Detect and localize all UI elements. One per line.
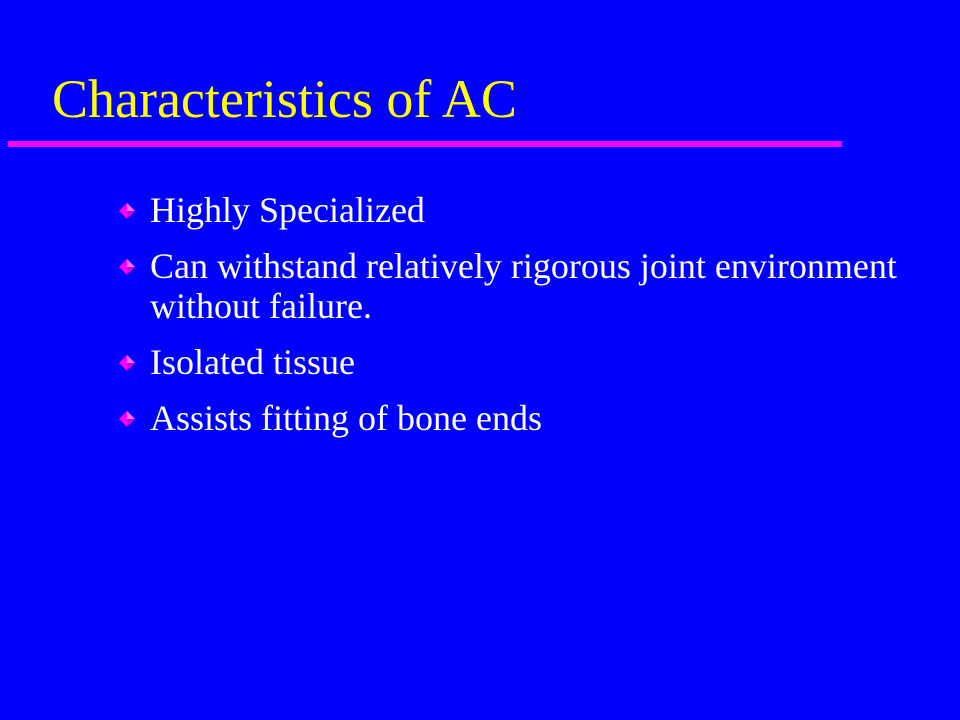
diamond-bullet-icon xyxy=(118,258,136,276)
bullet-list xyxy=(118,190,918,454)
bullet-item xyxy=(118,246,918,326)
bullet-item xyxy=(118,398,918,438)
diamond-bullet-icon xyxy=(118,202,136,220)
bullet-text: Isolated tissue xyxy=(150,342,355,382)
bullet-item xyxy=(118,342,918,382)
bullet-item xyxy=(118,190,918,230)
diamond-bullet-icon xyxy=(118,354,136,372)
diamond-bullet-icon xyxy=(118,410,136,428)
bullet-text: Assists fitting of bone ends xyxy=(150,398,542,438)
bullet-text: Can withstand relatively rigorous joint environment without failure. xyxy=(150,246,897,326)
bullet-text: Highly Specialized xyxy=(150,190,425,230)
title-underline xyxy=(8,141,842,147)
slide-title: Characteristics of AC xyxy=(52,69,517,129)
